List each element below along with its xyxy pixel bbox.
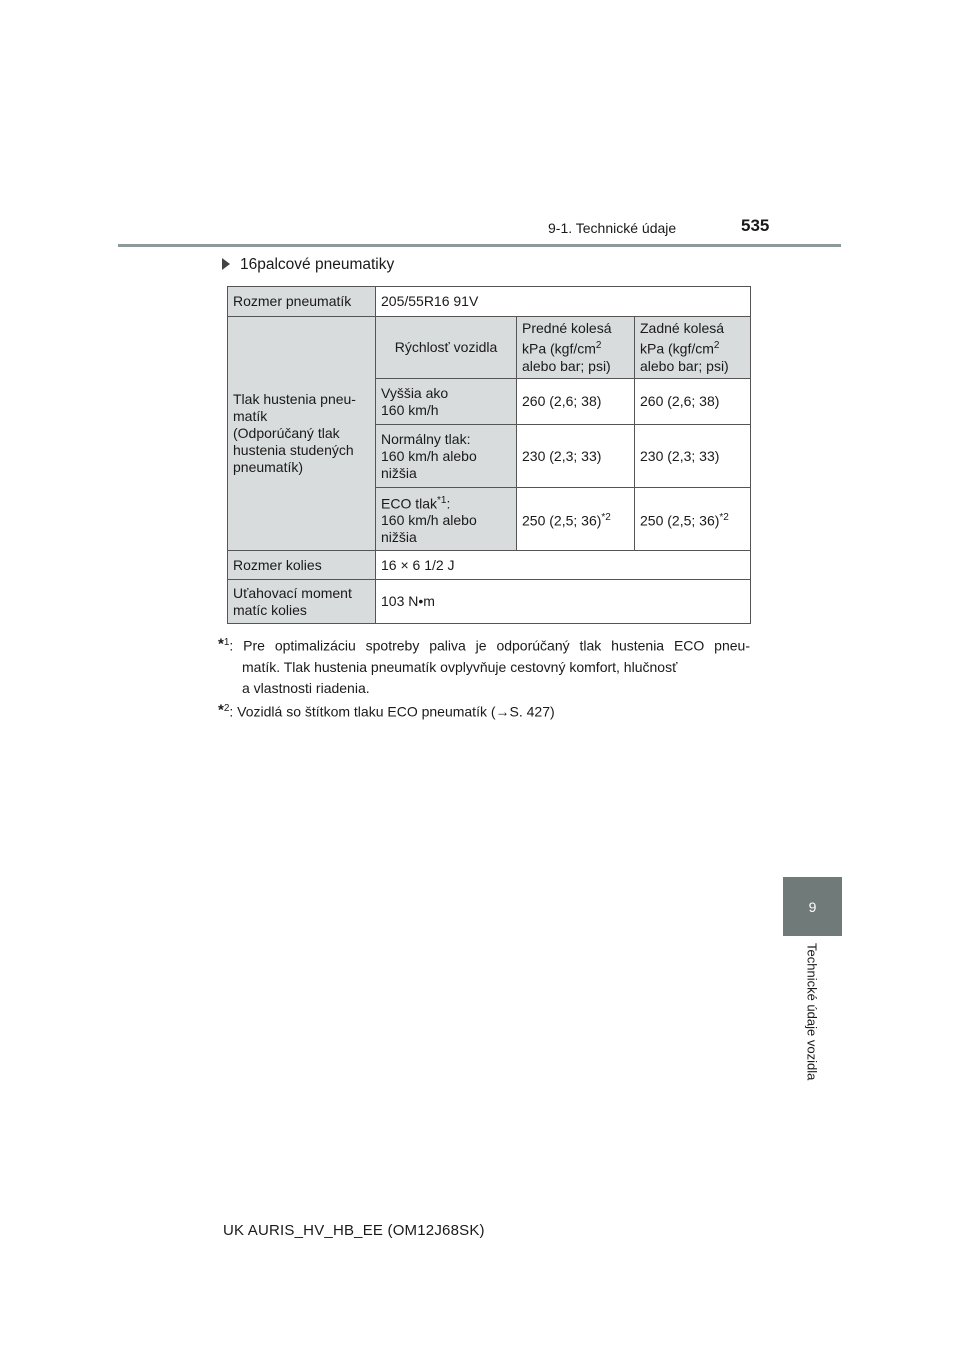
footnote-ref: *1 xyxy=(437,494,447,506)
footnote-star: * xyxy=(218,635,224,653)
triangle-bullet-icon xyxy=(222,258,230,270)
wheel-size-value: 16 × 6 1/2 J xyxy=(376,551,751,580)
footnote-ref: *2 xyxy=(719,511,729,523)
footnote-text-continued: matík. Tlak hustenia pneumatík ovplyvňuje cestovný komfort, hlučnosť a vlastnosti riadenia. xyxy=(242,658,678,696)
header-divider xyxy=(118,244,841,247)
chapter-tab xyxy=(783,877,842,936)
pressure-label: Tlak hustenia pneu- matík (Odporúčaný tlak hustenia studených pneumatík) xyxy=(228,317,376,551)
footnote-1 xyxy=(218,632,750,699)
front-pressure-value: 230 (2,3; 33) xyxy=(517,425,635,488)
footnote-number: 1 xyxy=(223,637,230,648)
eco-condition-text-2: : 160 km/h alebo nižšia xyxy=(381,495,477,546)
footnote-text: : Pre optimalizáciu spotreby paliva je odporúčaný tlak hustenia ECO pneu- xyxy=(229,637,750,654)
rear-pressure-value: 260 (2,6; 38) xyxy=(635,379,751,425)
footnote-ref: *2 xyxy=(601,511,611,523)
rear-header-text-2: alebo bar; psi) xyxy=(640,357,729,374)
document-code: UK AURIS_HV_HB_EE (OM12J68SK) xyxy=(223,1222,485,1239)
chapter-label xyxy=(802,943,822,1103)
rear-wheels-header xyxy=(635,317,751,379)
footnote-2 xyxy=(218,698,750,723)
section-title: 9-1. Technické údaje xyxy=(548,220,677,236)
footnote-number: 2 xyxy=(223,703,230,714)
tire-size-label: Rozmer pneumatík xyxy=(228,287,376,317)
speed-condition: Vyššia ako 160 km/h xyxy=(376,379,517,425)
front-wheels-header xyxy=(517,317,635,379)
tire-spec-table xyxy=(227,286,751,624)
eco-rear-pressure-value xyxy=(635,488,751,551)
table-row xyxy=(228,580,751,624)
footnote-1-first-line xyxy=(218,632,750,657)
unit-exponent: 2 xyxy=(713,340,720,352)
eco-front-pressure-value xyxy=(517,488,635,551)
footnote-star: * xyxy=(218,701,224,719)
eco-condition-text: ECO tlak xyxy=(381,495,438,512)
front-header-text: Predné kolesá kPa (kgf/cm xyxy=(522,320,612,357)
eco-front-value: 250 (2,5; 36) xyxy=(522,512,602,529)
subsection-heading-text: 16palcové pneumatiky xyxy=(240,256,395,273)
torque-label: Uťahovací moment matíc kolies xyxy=(228,580,376,624)
eco-speed-condition xyxy=(376,488,517,551)
page-number: 535 xyxy=(741,216,770,235)
table-row xyxy=(228,317,751,379)
wheel-size-label: Rozmer kolies xyxy=(228,551,376,580)
speed-condition: Normálny tlak: 160 km/h alebo nižšia xyxy=(376,425,517,488)
table-row xyxy=(228,551,751,580)
torque-value: 103 N•m xyxy=(376,580,751,624)
footnote-text: : Vozidlá so štítkom tlaku ECO pneumatík (→S. 427) xyxy=(229,703,555,720)
table-row xyxy=(228,287,751,317)
front-pressure-value: 260 (2,6; 38) xyxy=(517,379,635,425)
chapter-number: 9 xyxy=(808,898,817,915)
tire-size-value: 205/55R16 91V xyxy=(376,287,751,317)
subsection-heading xyxy=(222,256,394,274)
rear-header-text: Zadné kolesá kPa (kgf/cm xyxy=(640,320,725,357)
eco-rear-value: 250 (2,5; 36) xyxy=(640,512,720,529)
chapter-label-text: Technické údaje vozidla xyxy=(804,943,820,1081)
front-header-text-2: alebo bar; psi) xyxy=(522,357,611,374)
unit-exponent: 2 xyxy=(595,340,602,352)
rear-pressure-value: 230 (2,3; 33) xyxy=(635,425,751,488)
speed-header: Rýchlosť vozidla xyxy=(376,317,517,379)
